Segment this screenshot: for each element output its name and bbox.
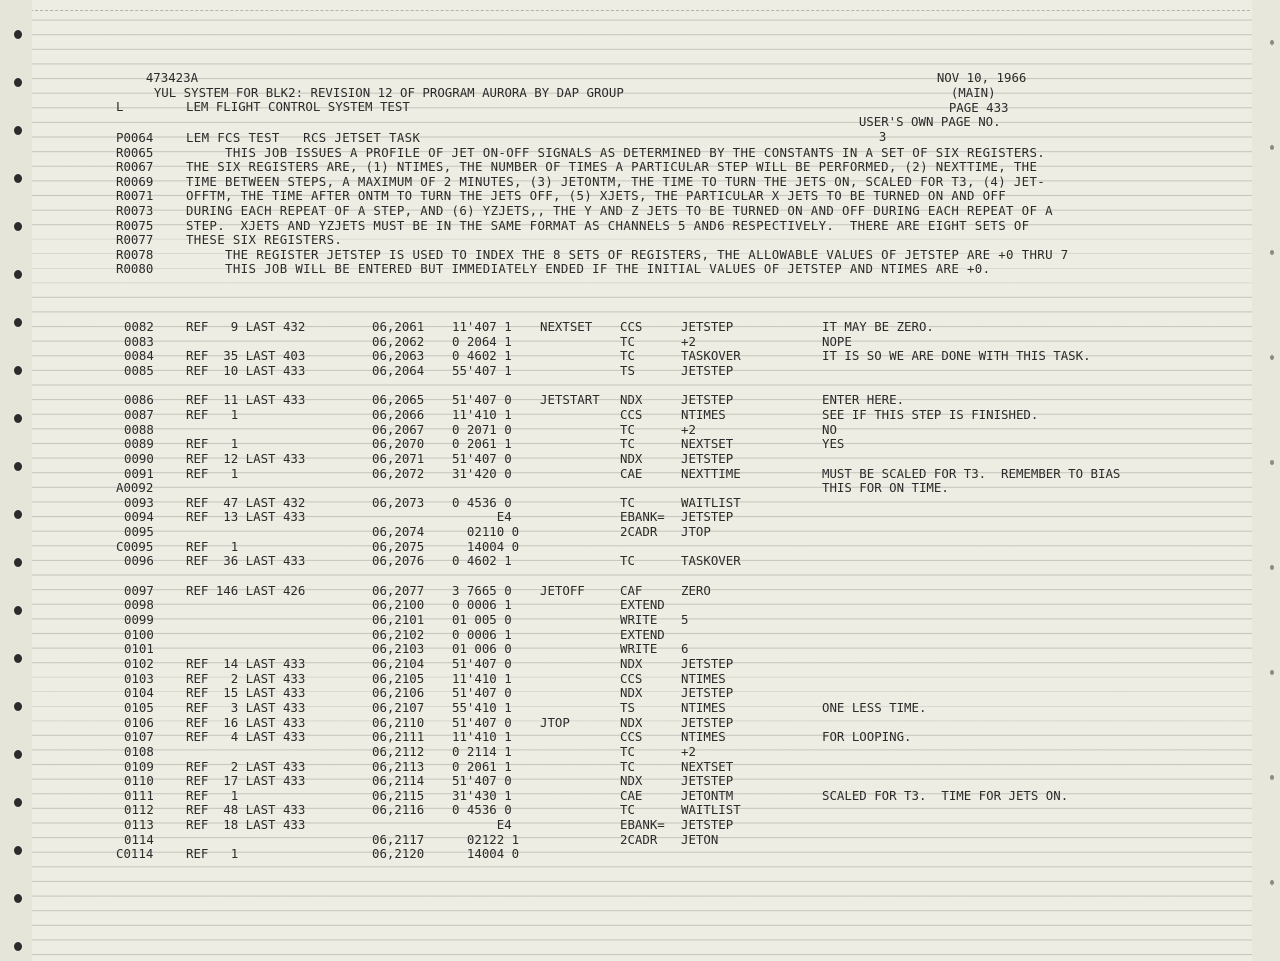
remark-text: THIS JOB WILL BE ENTERED BUT IMMEDIATELY ENDED IF THE INITIAL VALUES OF JETSTEP AND NTIMES ARE +0. xyxy=(186,261,991,277)
code-ref-column: REF 17 LAST 433 xyxy=(186,773,306,789)
code-octal-word: 0 0006 1 xyxy=(452,626,512,642)
code-ref-column: REF 12 LAST 433 xyxy=(186,450,306,466)
code-card-number: 0091 xyxy=(124,465,154,481)
code-address: 06,2065 xyxy=(372,392,425,408)
code-comment: IT IS SO WE ARE DONE WITH THIS TASK. xyxy=(822,348,1091,364)
code-octal-word: 14004 0 xyxy=(452,538,520,554)
code-ref-column: REF 36 LAST 433 xyxy=(186,553,306,569)
tractor-hole xyxy=(14,30,22,39)
code-opcode: CCS xyxy=(620,406,643,422)
code-octal-word: 31'420 0 xyxy=(452,465,512,481)
code-octal-word: E4 xyxy=(452,509,512,525)
code-opcode: CCS xyxy=(620,670,643,686)
code-operand: WAITLIST xyxy=(681,494,741,510)
code-comment: ONE LESS TIME. xyxy=(822,699,927,715)
code-octal-word: 31'430 1 xyxy=(452,787,512,803)
remark-text: THE REGISTER JETSTEP IS USED TO INDEX THE 8 SETS OF REGISTERS, THE ALLOWABLE VALUES OF JETSTEP ARE +0 THRU 7 xyxy=(186,246,1069,262)
code-octal-word: 55'410 1 xyxy=(452,699,512,715)
code-card-number: 0103 xyxy=(124,670,154,686)
code-octal-word: 51'407 0 xyxy=(452,450,512,466)
code-label: JETOFF xyxy=(540,582,585,598)
code-comment: NO xyxy=(822,421,837,437)
listing-date: NOV 10, 1966 xyxy=(936,70,1027,85)
remark-text: STEP. XJETS AND YZJETS MUST BE IN THE SAME FORMAT AS CHANNELS 5 AND6 RESPECTIVELY. THERE ARE EIGHT SETS OF xyxy=(186,217,1030,233)
code-operand: NEXTTIME xyxy=(681,465,741,481)
remark-card-number: R0075 xyxy=(116,217,154,233)
remark-text: THIS JOB ISSUES A PROFILE OF JET ON-OFF SIGNALS AS DETERMINED BY THE CONSTANTS IN A SET OF SIX REGISTERS. xyxy=(186,144,1046,160)
remark-text: TIME BETWEEN STEPS, A MAXIMUM OF 2 MINUTES, (3) JETONTM, THE TIME TO TURN THE JETS ON, SCALED FOR T3, (4) JET- xyxy=(186,173,1046,189)
code-label: JTOP xyxy=(540,714,570,730)
code-octal-word: 0 4536 0 xyxy=(452,802,512,818)
code-octal-word: 11'410 1 xyxy=(452,670,512,686)
code-label: NEXTSET xyxy=(540,319,593,334)
code-ref-column: REF 1 xyxy=(186,465,239,481)
code-card-number: 0086 xyxy=(124,392,154,408)
subheader-letter: L xyxy=(116,99,124,114)
code-operand: +2 xyxy=(681,333,696,349)
code-operand: JETONTM xyxy=(681,787,734,803)
code-octal-word: 0 2071 0 xyxy=(452,421,512,437)
listing-id: 473423A xyxy=(145,70,199,85)
code-ref-column: REF 1 xyxy=(186,787,239,803)
code-opcode: TS xyxy=(620,699,635,715)
code-operand: NEXTSET xyxy=(681,758,734,774)
code-card-number: 0094 xyxy=(124,509,154,525)
tractor-hole xyxy=(14,798,22,807)
code-octal-word: 51'407 0 xyxy=(452,773,512,789)
code-comment: SEE IF THIS STEP IS FINISHED. xyxy=(822,406,1039,422)
code-ref-column: REF 48 LAST 433 xyxy=(186,802,306,818)
code-card-number: 0087 xyxy=(124,406,154,422)
code-address: 06,2070 xyxy=(372,436,425,452)
code-address: 06,2107 xyxy=(372,699,425,715)
code-card-number: 0093 xyxy=(124,494,154,510)
code-operand: +2 xyxy=(681,421,696,437)
code-octal-word: 0 4602 1 xyxy=(452,348,512,364)
code-octal-word: 11'410 1 xyxy=(452,406,512,422)
right-edge-mark xyxy=(1270,565,1274,570)
code-operand: JETSTEP xyxy=(681,392,734,408)
code-address: 06,2100 xyxy=(372,597,425,613)
code-address: 06,2074 xyxy=(372,524,425,540)
code-octal-word: 01 006 0 xyxy=(452,641,512,657)
code-address: 06,2114 xyxy=(372,773,425,789)
code-address: 06,2073 xyxy=(372,494,425,510)
code-opcode: NDX xyxy=(620,392,643,408)
remark-card-number: R0073 xyxy=(116,203,154,218)
code-opcode: CAE xyxy=(620,787,643,803)
remark-text: THE SIX REGISTERS ARE, (1) NTIMES, THE NUMBER OF TIMES A PARTICULAR STEP WILL BE PERFORMED, (2) NEXTTIME, THE xyxy=(186,159,1038,175)
code-octal-word: 3 7665 0 xyxy=(452,582,512,598)
tractor-hole xyxy=(14,942,22,951)
code-card-number: 0082 xyxy=(124,319,154,334)
code-operand: NTIMES xyxy=(681,729,726,745)
code-card-number: C0114 xyxy=(116,846,154,862)
code-opcode: TC xyxy=(620,348,635,364)
code-card-number: 0111 xyxy=(124,787,154,803)
code-card-number: 0089 xyxy=(124,436,154,452)
code-ref-column: REF 2 LAST 433 xyxy=(186,670,306,686)
code-operand: JETSTEP xyxy=(681,685,734,701)
code-address: 06,2101 xyxy=(372,612,425,627)
code-ref-column: REF 2 LAST 433 xyxy=(186,758,306,774)
code-ref-column: REF 47 LAST 432 xyxy=(186,494,306,510)
code-operand: JETSTEP xyxy=(681,655,734,671)
code-comment: SCALED FOR T3. TIME FOR JETS ON. xyxy=(822,787,1069,803)
code-ref-column: REF 16 LAST 433 xyxy=(186,714,306,730)
tractor-hole xyxy=(14,654,22,663)
code-card-number: 0109 xyxy=(124,758,154,774)
code-card-number: 0108 xyxy=(124,743,154,759)
code-card-number: 0095 xyxy=(124,524,154,540)
code-card-number: C0095 xyxy=(116,538,154,554)
code-operand: JETSTEP xyxy=(681,509,734,525)
code-opcode: NDX xyxy=(620,655,643,671)
code-octal-word: E4 xyxy=(452,817,512,833)
code-octal-word: 11'407 1 xyxy=(452,319,512,334)
code-card-number: 0097 xyxy=(124,582,154,598)
code-opcode: WRITE xyxy=(620,612,658,627)
code-operand: WAITLIST xyxy=(681,802,741,818)
code-octal-word: 11'410 1 xyxy=(452,729,512,745)
remark-text: DURING EACH REPEAT OF A STEP, AND (6) YZJETS,, THE Y AND Z JETS TO BE TURNED ON AND OFF DURING EACH REPEAT OF A xyxy=(186,203,1053,218)
code-octal-word: 0 4536 0 xyxy=(452,494,512,510)
code-card-number: 0090 xyxy=(124,450,154,466)
code-octal-word: 51'407 0 xyxy=(452,714,512,730)
code-card-number: 0088 xyxy=(124,421,154,437)
code-card-number: 0099 xyxy=(124,612,154,627)
code-address: 06,2115 xyxy=(372,787,425,803)
code-opcode: CCS xyxy=(620,729,643,745)
code-comment: MUST BE SCALED FOR T3. REMEMBER TO BIAS xyxy=(822,465,1121,481)
code-address: 06,2117 xyxy=(372,831,425,847)
tractor-hole xyxy=(14,366,22,375)
code-address: 06,2071 xyxy=(372,450,425,466)
code-operand: TASKOVER xyxy=(681,553,741,569)
code-address: 06,2102 xyxy=(372,626,425,642)
code-address: 06,2120 xyxy=(372,846,425,862)
code-opcode: TC xyxy=(620,743,635,759)
code-opcode: NDX xyxy=(620,714,643,730)
subheader-title: LEM FLIGHT CONTROL SYSTEM TEST xyxy=(186,99,410,114)
code-octal-word: 51'407 0 xyxy=(452,392,512,408)
code-address: 06,2077 xyxy=(372,582,425,598)
tractor-hole xyxy=(14,750,22,759)
code-operand: ZERO xyxy=(681,582,711,598)
code-opcode: EBANK= xyxy=(620,509,665,525)
code-octal-word: 14004 0 xyxy=(452,846,520,862)
code-card-number: A0092 xyxy=(116,480,154,496)
right-edge-mark xyxy=(1270,40,1274,45)
listing-mode: (MAIN) xyxy=(950,85,996,100)
code-card-number: 0107 xyxy=(124,729,154,745)
code-address: 06,2112 xyxy=(372,743,425,759)
code-card-number: 0084 xyxy=(124,348,154,364)
code-ref-column: REF 35 LAST 403 xyxy=(186,348,306,364)
code-opcode: TC xyxy=(620,802,635,818)
code-operand: JETSTEP xyxy=(681,714,734,730)
code-opcode: TC xyxy=(620,333,635,349)
code-operand: JETON xyxy=(681,831,719,847)
code-opcode: TC xyxy=(620,758,635,774)
remark-text: OFFTM, THE TIME AFTER ONTM TO TURN THE JETS OFF, (5) XJETS, THE PARTICULAR X JETS TO BE TURNED ON AND OFF xyxy=(186,188,1007,204)
code-comment: THIS FOR ON TIME. xyxy=(822,480,949,496)
code-address: 06,2076 xyxy=(372,553,425,569)
tractor-hole xyxy=(14,126,22,135)
code-opcode: NDX xyxy=(620,773,643,789)
remark-card-number: R0065 xyxy=(116,144,154,160)
tractor-hole xyxy=(14,318,22,327)
code-operand: 6 xyxy=(681,641,689,657)
tractor-hole xyxy=(14,78,22,87)
right-margin-strip xyxy=(1252,0,1280,961)
code-address: 06,2064 xyxy=(372,362,425,378)
code-ref-column: REF 14 LAST 433 xyxy=(186,655,306,671)
code-ref-column: REF 1 xyxy=(186,406,239,422)
code-opcode: CAF xyxy=(620,582,643,598)
code-address: 06,2066 xyxy=(372,406,425,422)
users-page-number: 3 xyxy=(878,129,887,144)
code-opcode: TS xyxy=(620,362,635,378)
right-edge-mark xyxy=(1270,775,1274,780)
right-edge-mark xyxy=(1270,670,1274,675)
code-address: 06,2072 xyxy=(372,465,425,481)
remark-text: THESE SIX REGISTERS. xyxy=(186,232,343,248)
code-card-number: 0106 xyxy=(124,714,154,730)
remark-card-number: R0071 xyxy=(116,188,154,204)
remark-card-number: R0069 xyxy=(116,173,154,189)
code-opcode: EBANK= xyxy=(620,817,665,833)
code-octal-word: 55'407 1 xyxy=(452,362,512,378)
code-card-number: 0101 xyxy=(124,641,154,657)
code-card-number: 0085 xyxy=(124,362,154,378)
code-octal-word: 0 2064 1 xyxy=(452,333,512,349)
code-octal-word: 0 0006 1 xyxy=(452,597,512,613)
code-opcode: CCS xyxy=(620,319,643,334)
code-address: 06,2075 xyxy=(372,538,425,554)
tractor-hole xyxy=(14,462,22,471)
code-address: 06,2116 xyxy=(372,802,425,818)
tractor-hole xyxy=(14,846,22,855)
users-page-label: USER'S OWN PAGE NO. xyxy=(858,114,1001,129)
tractor-hole xyxy=(14,510,22,519)
code-ref-column: REF 3 LAST 433 xyxy=(186,699,306,715)
code-operand: NTIMES xyxy=(681,670,726,686)
code-operand: TASKOVER xyxy=(681,348,741,364)
right-edge-mark xyxy=(1270,250,1274,255)
code-card-number: 0112 xyxy=(124,802,154,818)
code-opcode: TC xyxy=(620,494,635,510)
tractor-hole xyxy=(14,702,22,711)
code-octal-word: 51'407 0 xyxy=(452,655,512,671)
code-ref-column: REF 18 LAST 433 xyxy=(186,817,306,833)
code-opcode: EXTEND xyxy=(620,626,665,642)
code-ref-column: REF 1 xyxy=(186,436,239,452)
code-address: 06,2105 xyxy=(372,670,425,686)
code-ref-column: REF 10 LAST 433 xyxy=(186,362,306,378)
code-card-number: 0096 xyxy=(124,553,154,569)
remark-text: LEM FCS TEST RCS JETSET TASK xyxy=(186,130,421,145)
code-octal-word: 0 2114 1 xyxy=(452,743,512,759)
code-comment: ENTER HERE. xyxy=(822,392,905,408)
code-operand: +2 xyxy=(681,743,696,759)
tractor-hole xyxy=(14,174,22,183)
code-address: 06,2067 xyxy=(372,421,425,437)
code-ref-column: REF 146 LAST 426 xyxy=(186,582,306,598)
code-opcode: EXTEND xyxy=(620,597,665,613)
code-operand: JETSTEP xyxy=(681,450,734,466)
code-ref-column: REF 9 LAST 432 xyxy=(186,319,306,334)
code-octal-word: 51'407 0 xyxy=(452,685,512,701)
code-opcode: TC xyxy=(620,436,635,452)
code-comment: NOPE xyxy=(822,333,852,349)
code-ref-column: REF 1 xyxy=(186,846,239,862)
code-card-number: 0098 xyxy=(124,597,154,613)
code-ref-column: REF 4 LAST 433 xyxy=(186,729,306,745)
remark-card-number: R0078 xyxy=(116,246,154,262)
remark-card-number: R0080 xyxy=(116,261,154,277)
left-margin-strip xyxy=(0,0,32,961)
remark-card-number: R0067 xyxy=(116,159,154,175)
right-edge-mark xyxy=(1270,145,1274,150)
tractor-hole xyxy=(14,894,22,903)
code-address: 06,2113 xyxy=(372,758,425,774)
code-operand: JETSTEP xyxy=(681,362,734,378)
code-opcode: CAE xyxy=(620,465,643,481)
tractor-hole xyxy=(14,270,22,279)
code-ref-column: REF 13 LAST 433 xyxy=(186,509,306,525)
code-card-number: 0105 xyxy=(124,699,154,715)
code-ref-column: REF 1 xyxy=(186,538,239,554)
code-operand: NTIMES xyxy=(681,406,726,422)
code-opcode: WRITE xyxy=(620,641,658,657)
code-label: JETSTART xyxy=(540,392,600,408)
code-card-number: 0083 xyxy=(124,333,154,349)
code-card-number: 0114 xyxy=(124,831,154,847)
code-card-number: 0104 xyxy=(124,685,154,701)
code-operand: NTIMES xyxy=(681,699,726,715)
code-ref-column: REF 15 LAST 433 xyxy=(186,685,306,701)
code-ref-column: REF 11 LAST 433 xyxy=(186,392,306,408)
code-address: 06,2062 xyxy=(372,333,425,349)
remark-card-number: R0077 xyxy=(116,232,154,248)
page-number: PAGE 433 xyxy=(948,100,1009,115)
code-operand: JTOP xyxy=(681,524,711,540)
tractor-hole xyxy=(14,414,22,423)
code-operand: JETSTEP xyxy=(681,817,734,833)
code-address: 06,2110 xyxy=(372,714,425,730)
code-address: 06,2111 xyxy=(372,729,425,745)
code-comment: YES xyxy=(822,436,845,452)
right-edge-mark xyxy=(1270,880,1274,885)
code-octal-word: 0 2061 1 xyxy=(452,436,512,452)
code-octal-word: 02122 1 xyxy=(452,831,520,847)
perforation-edge xyxy=(0,0,1280,11)
code-operand: JETSTEP xyxy=(681,773,734,789)
system-title: YUL SYSTEM FOR BLK2: REVISION 12 OF PROGRAM AURORA BY DAP GROUP xyxy=(153,85,624,100)
tractor-hole xyxy=(14,606,22,615)
code-address: 06,2106 xyxy=(372,685,425,701)
code-card-number: 0113 xyxy=(124,817,154,833)
code-address: 06,2104 xyxy=(372,655,425,671)
code-octal-word: 0 2061 1 xyxy=(452,758,512,774)
code-comment: FOR LOOPING. xyxy=(822,729,912,745)
code-opcode: NDX xyxy=(620,450,643,466)
code-opcode: 2CADR xyxy=(620,831,658,847)
right-edge-mark xyxy=(1270,355,1274,360)
code-card-number: 0102 xyxy=(124,655,154,671)
code-octal-word: 02110 0 xyxy=(452,524,520,540)
code-opcode: TC xyxy=(620,421,635,437)
tractor-hole xyxy=(14,222,22,231)
code-operand: 5 xyxy=(681,612,689,627)
code-card-number: 0100 xyxy=(124,626,154,642)
tractor-hole xyxy=(14,558,22,567)
code-octal-word: 0 4602 1 xyxy=(452,553,512,569)
code-address: 06,2063 xyxy=(372,348,425,364)
remark-card-number: P0064 xyxy=(116,130,154,145)
code-operand: NEXTSET xyxy=(681,436,734,452)
code-octal-word: 01 005 0 xyxy=(452,612,512,627)
code-opcode: TC xyxy=(620,553,635,569)
code-address: 06,2061 xyxy=(372,319,425,334)
right-edge-mark xyxy=(1270,460,1274,465)
code-comment: IT MAY BE ZERO. xyxy=(822,319,934,334)
code-card-number: 0110 xyxy=(124,773,154,789)
code-address: 06,2103 xyxy=(372,641,425,657)
code-opcode: 2CADR xyxy=(620,524,658,540)
code-opcode: NDX xyxy=(620,685,643,701)
code-operand: JETSTEP xyxy=(681,319,734,334)
